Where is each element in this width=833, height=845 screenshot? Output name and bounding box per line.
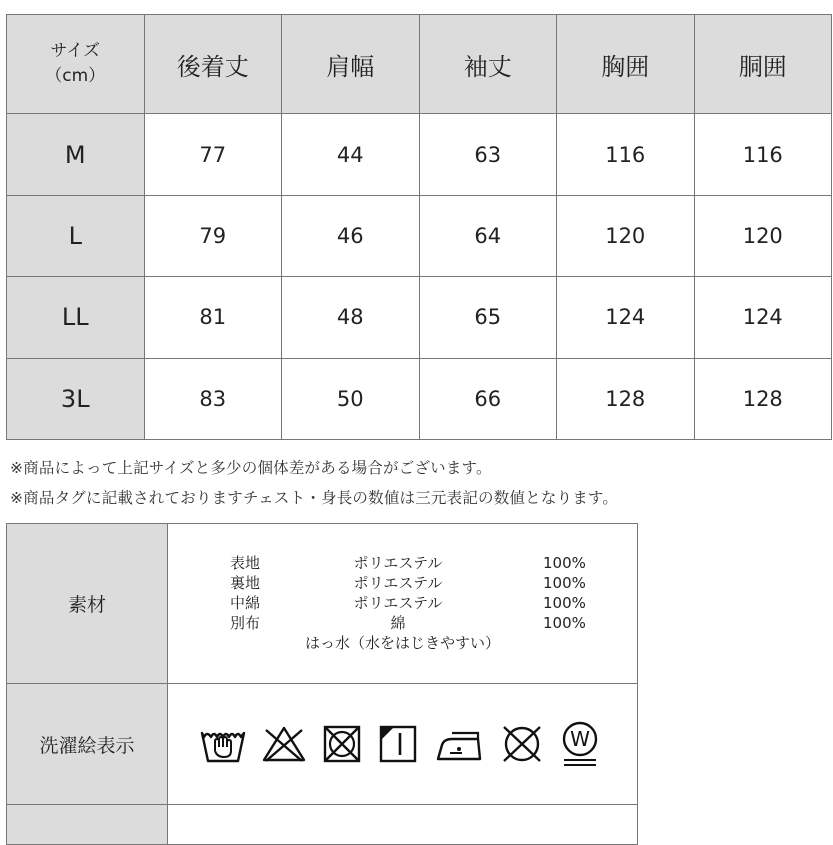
size-variance-note: ※商品によって上記サイズと多少の個体差がある場合がございます。 xyxy=(10,459,492,477)
size-cell: 3L xyxy=(7,358,145,439)
size-column-header xyxy=(7,15,145,114)
value-cell: 66 xyxy=(419,358,557,439)
material-fabric: ポリエステル xyxy=(353,553,443,572)
value-cell: 124 xyxy=(557,277,695,358)
material-line xyxy=(168,573,637,593)
material-content xyxy=(168,524,638,684)
material-part: 中綿 xyxy=(230,593,261,612)
material-percent: 100% xyxy=(543,593,586,612)
value-cell: 79 xyxy=(144,195,282,276)
value-cell: 81 xyxy=(144,277,282,358)
size-header-line1: サイズ xyxy=(50,41,101,62)
value-cell: 65 xyxy=(419,277,557,358)
material-label: 素材 xyxy=(7,524,168,684)
column-header-waist: 胴囲 xyxy=(694,15,832,114)
value-cell: 48 xyxy=(282,277,420,358)
tag-measurement-note: ※商品タグに記載されておりますチェスト・身長の数値は三元表記の数値となります。 xyxy=(10,489,619,507)
table-row xyxy=(7,195,832,276)
value-cell: 83 xyxy=(144,358,282,439)
value-cell: 64 xyxy=(419,195,557,276)
next-row-label xyxy=(7,805,168,845)
size-cell: LL xyxy=(7,277,145,358)
water-repellent-note: はっ水（水をはじきやすい） xyxy=(304,633,500,652)
table-row xyxy=(7,277,832,358)
value-cell: 77 xyxy=(144,114,282,195)
column-header-shoulder: 肩幅 xyxy=(282,15,420,114)
column-header-chest: 胸囲 xyxy=(557,15,695,114)
next-row-content xyxy=(168,805,638,845)
no-tumble-dry-icon xyxy=(322,725,362,763)
material-line xyxy=(168,553,637,573)
next-row xyxy=(7,805,638,845)
size-header-line2: （cm） xyxy=(45,66,106,87)
material-care-table xyxy=(6,523,638,843)
material-percent: 100% xyxy=(543,613,586,632)
table-row xyxy=(7,358,832,439)
value-cell: 120 xyxy=(694,195,832,276)
value-cell: 116 xyxy=(557,114,695,195)
care-row xyxy=(7,684,638,805)
care-label: 洗濯絵表示 xyxy=(7,684,168,805)
value-cell: 128 xyxy=(557,358,695,439)
value-cell: 124 xyxy=(694,277,832,358)
material-row xyxy=(7,524,638,684)
material-percent: 100% xyxy=(543,553,586,572)
column-header-length: 後着丈 xyxy=(144,15,282,114)
value-cell: 120 xyxy=(557,195,695,276)
material-fabric: ポリエステル xyxy=(353,593,443,612)
wet-clean-mild-icon xyxy=(560,720,600,768)
material-line xyxy=(168,613,637,633)
material-part: 裏地 xyxy=(230,573,261,592)
size-cell: L xyxy=(7,195,145,276)
column-header-sleeve: 袖丈 xyxy=(419,15,557,114)
svg-text:W: W xyxy=(570,727,590,751)
material-line xyxy=(168,593,637,613)
material-percent: 100% xyxy=(543,573,586,592)
material-part: 別布 xyxy=(230,613,261,632)
material-fabric: 綿 xyxy=(390,613,406,632)
value-cell: 116 xyxy=(694,114,832,195)
value-cell: 50 xyxy=(282,358,420,439)
hand-wash-icon xyxy=(200,725,246,763)
size-cell: M xyxy=(7,114,145,195)
no-dry-clean-icon xyxy=(500,724,544,764)
iron-low-icon xyxy=(434,725,484,763)
value-cell: 128 xyxy=(694,358,832,439)
table-row xyxy=(7,114,832,195)
size-table-header-row xyxy=(7,15,832,114)
material-part: 表地 xyxy=(230,553,261,572)
material-fabric: ポリエステル xyxy=(353,573,443,592)
value-cell: 44 xyxy=(282,114,420,195)
line-dry-shade-icon xyxy=(378,725,418,763)
no-bleach-icon xyxy=(262,725,306,763)
care-icons-cell xyxy=(168,684,638,805)
size-table xyxy=(6,14,832,440)
value-cell: 46 xyxy=(282,195,420,276)
value-cell: 63 xyxy=(419,114,557,195)
